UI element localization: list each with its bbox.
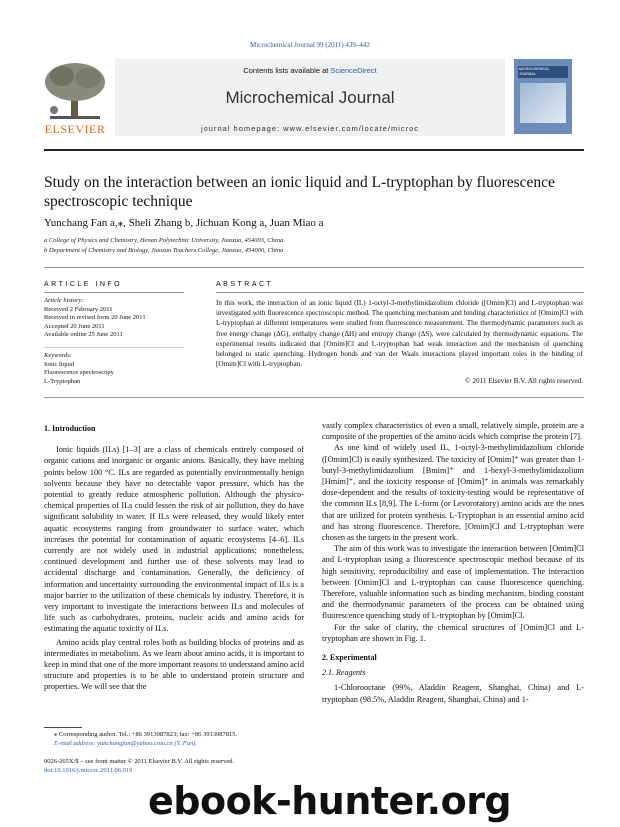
paragraph: 1-Chlorooctane (99%, Aladdin Reagent, Shanghai, China) and L-tryptophan (98.5%, Aladdin Reagent, Shanghai, China) and 1-: [322, 683, 584, 704]
divider: [44, 397, 584, 398]
section-heading-introduction: 1. Introduction: [44, 424, 96, 433]
abstract-heading: ABSTRACT: [216, 281, 274, 288]
paragraph: As one kind of widely used IL, 1-octyl-3-methylimidazolium chloride ([Omim]Cl) is easily synthesized. The toxicity of [Omim]⁺ was greater than 1-butyl-3-methylimidazolium [Bmim]⁺ and 1-hexyl-3-methylimidazolium [Hmim]⁺, and the toxicity response of [Omim]⁺ in animals was remarkably dose-dependent and the results of toxicity-testing would be representative of the common ILs [8,9]. The L-form (or Levorotatory) amino acids are the ones that are utilized for protein synthesis. L-Tryptophan is an essential amino acid and has strong fluorescence. Therefore, [Omim]Cl and L-tryptophan were chosen as the targets in the present work.: [322, 443, 584, 543]
paragraph: The aim of this work was to investigate the interaction between [Omim]Cl and L-tryptophan using a fluorescence spectroscopic method because of its high sensitivity, reproducibility and ease of implementation. The interaction between [Omim]Cl and L-tryptophan can cause fluorescence quenching. Therefore, valuable information such as binding mechanism, binding constant and the thermodynamic parameters of the process can be obtained using fluorescence quenching study of L-tryptophan by [Omim]Cl.: [322, 544, 584, 621]
affiliation-a: a College of Physics and Chemistry, Henan Polytechnic University, Jiaozuo, 454003, China: [44, 237, 284, 244]
keywords-label: Keywords:: [44, 352, 72, 359]
divider: [44, 267, 584, 268]
sciencedirect-link[interactable]: ScienceDirect: [330, 66, 377, 75]
history-revised: Received in revised form 20 June 2011: [44, 314, 146, 322]
keywords: [44, 352, 194, 386]
footnote: [54, 731, 314, 748]
cover-image: [520, 83, 566, 123]
cover-title: MICROCHEMICAL JOURNAL: [519, 67, 550, 76]
footer: [44, 758, 344, 775]
divider: [216, 292, 584, 293]
keyword: Fluorescence spectroscopy: [44, 369, 114, 377]
affiliation-b: b Department of Chemistry and Biology, Jiaozuo Teachers College, Jiaozuo, 454000, China: [44, 247, 284, 254]
corresponding-author: ⁎ Corresponding author. Tel.: +86 3913987823; fax: +86 3913987815.: [54, 731, 238, 738]
history-received: Received 2 February 2011: [44, 305, 113, 313]
watermark: ebook-hunter.org: [148, 779, 512, 823]
footnote-rule: [44, 727, 82, 728]
abstract-text: In this work, the interaction of an ionic liquid (IL) 1-octyl-3-methylimidazolium chloride ([Omim]Cl) and L-tryptophan was investigated with fluorescence spectroscopic method. The quenching mechanism and binding characteristics of [Omim]Cl with L-tryptophan at different temperatures were studied from fluorescence measurement. The thermodynamic parameters such as free energy change (ΔG), enthalpy change (ΔH) and entropy change (ΔS), were calculated by thermodynamic equations. The experimental results indicated that [Omim]Cl and L-tryptophan had weak interaction and the mechanism of quenching belonged to static quenching. Hydrogen bonds and van der Waals interactions played important roles in the binding of [Omim]Cl with L-tryptophan.: [216, 299, 583, 369]
history-label: Article history:: [44, 297, 84, 304]
divider: [44, 292, 184, 293]
divider: [44, 347, 184, 348]
paragraph: vastly complex characteristics of even a small, relatively simple, protein are a composite of the properties of the amino acids which comprise the protein [7].: [322, 421, 584, 442]
journal-homepage[interactable]: journal homepage: www.elsevier.com/locate/microc: [200, 124, 420, 133]
journal-reference[interactable]: Microchemical Journal 99 (2011) 439–442: [250, 41, 370, 49]
abstract-copyright: © 2011 Elsevier B.V. All rights reserved.: [465, 377, 583, 385]
publisher-wordmark: ELSEVIER: [44, 122, 106, 136]
article-history: [44, 297, 194, 340]
history-accepted: Accepted 20 June 2011: [44, 322, 105, 330]
journal-cover-thumbnail[interactable]: [514, 59, 572, 134]
history-online: Available online 25 June 2011: [44, 331, 123, 339]
paragraph: For the sake of clarity, the chemical structures of [Omim]Cl and L-tryptophan are shown in Fig. 1.: [322, 622, 584, 643]
article-info-heading: ARTICLE INFO: [44, 281, 123, 288]
author-email[interactable]: E-mail address: yunchangfan@yahoo.com.cn (Y. Fan).: [54, 739, 198, 747]
journal-title: Microchemical Journal: [225, 88, 395, 107]
issn-line: 0026-265X/$ – see front matter © 2011 Elsevier B.V. All rights reserved.: [44, 758, 235, 765]
paragraph: Ionic liquids (ILs) [1–3] are a class of chemicals entirely composed of organic cations and inorganic or organic anions. Basically, they have melting points below 100 °C. ILs are regarded as potentially environmentally benign solvents because they have no detectable vapor pressure, which has the potential to greatly reduce atmospheric pollution. Although the physico-chemical properties of ILs could lessen the risk of air pollution, they do have significant solubility in water. If ILs were released, they would likely enter aquatic ecosystems ranging from groundwater to surface water, which increases the potential for contamination of aquatic ecosystems [4–6]. ILs currently are not widely used in industrial applications; nonetheless, continued development and further use of these solvents may lead to accidental discharge and contamination. Generally, the deficiency of information and uncertainty surrounding the environmental impact of ILs is a major barrier to the utilization of these chemicals by industry. Therefore, it is very important to investigate the interactions between ILs and molecules of life such as carbohydrates, proteins, nucleic acids and amino acids for estimating the aquatic toxicity of ILs.: [44, 445, 304, 634]
article-title: Study on the interaction between an ionic liquid and L-tryptophan by fluorescence spectroscopic technique: [44, 174, 555, 210]
section-heading-experimental: 2. Experimental: [322, 653, 377, 663]
keyword: L-Tryptophan: [44, 377, 81, 385]
left-column: [44, 423, 304, 693]
paragraph: Amino acids play central roles both as building blocks of proteins and as intermediates in metabolism. As we learn about amino acids, it is important to keep in mind that one of the more important reasons to understand amino acid structure and properties is to be able to understand protein structure and properties. We will see that the: [44, 637, 304, 692]
doi-link[interactable]: doi:10.1016/j.microc.2011.06.019: [44, 766, 133, 774]
author-list: Yunchang Fan a,⁎, Sheli Zhang b, Jichuan Kong a, Juan Miao a: [44, 217, 324, 229]
subsection-heading-reagents: 2.1. Reagents: [322, 668, 366, 678]
header-rule: [44, 149, 584, 151]
contents-line: Contents lists available at ScienceDirect: [243, 66, 377, 75]
keyword: Ionic liquid: [44, 360, 75, 368]
right-column: [322, 420, 584, 705]
